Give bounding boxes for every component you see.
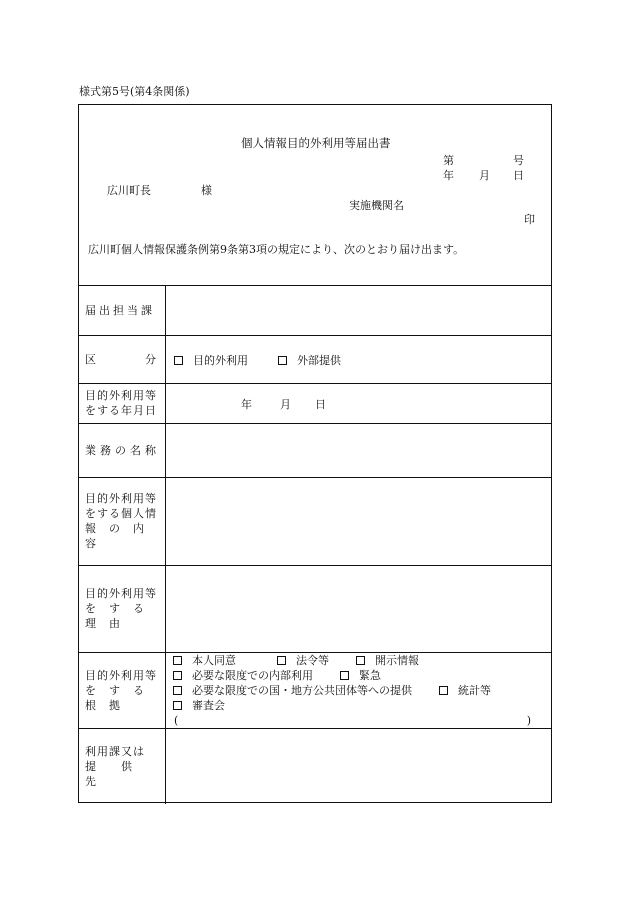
content-label-line2: をする個人情 xyxy=(85,507,157,520)
date-value[interactable] xyxy=(166,383,551,423)
date-year: 年 xyxy=(443,169,454,182)
section-value[interactable] xyxy=(166,285,551,335)
option-external-provision[interactable]: 外部提供 xyxy=(278,352,341,368)
checkbox-icon[interactable] xyxy=(356,656,365,665)
addressee: 広川町長 xyxy=(107,184,151,197)
usage-month: 月 xyxy=(280,398,291,411)
content-value[interactable] xyxy=(166,477,551,565)
row-business xyxy=(79,423,551,478)
category-label-right: 分 xyxy=(145,352,157,366)
content-label-line1: 目的外利用等 xyxy=(85,492,157,505)
reason-value[interactable] xyxy=(166,565,551,652)
number-suffix: 号 xyxy=(513,154,524,167)
business-value[interactable] xyxy=(166,423,551,477)
paren-close: ) xyxy=(526,714,531,727)
date-label-line1: 目的外利用等 xyxy=(85,389,157,402)
date-day: 日 xyxy=(513,169,524,182)
row-content xyxy=(79,477,551,566)
row-section xyxy=(79,285,551,336)
basis-label-line2: を す る 根 拠 xyxy=(85,683,157,712)
checkbox-icon[interactable] xyxy=(277,656,286,665)
addressee-honorific: 様 xyxy=(201,184,212,197)
usage-year: 年 xyxy=(241,398,252,411)
option-disclosure[interactable]: 開示情報 xyxy=(356,654,419,667)
row-recipient xyxy=(79,728,551,804)
option-council[interactable]: 審査会 xyxy=(173,699,225,712)
usage-day: 日 xyxy=(315,398,326,411)
number-prefix: 第 xyxy=(443,154,454,167)
notification-form xyxy=(78,104,552,803)
agency-label: 実施機関名 xyxy=(349,199,404,212)
row-basis xyxy=(79,652,551,729)
recipient-label-line2: 提 供 先 xyxy=(85,759,157,788)
category-label-left: 区 xyxy=(85,352,97,366)
recipient-value[interactable] xyxy=(166,728,551,804)
checkbox-icon[interactable] xyxy=(340,671,349,680)
form-title: 個人情報目的外利用等届出書 xyxy=(241,136,391,150)
content-label-line3: 報 の 内 容 xyxy=(85,522,157,550)
seal-mark: 印 xyxy=(524,213,535,226)
option-purpose-use[interactable]: 目的外利用 xyxy=(174,352,248,368)
form-number: 様式第5号(第4条関係) xyxy=(79,85,190,98)
reason-label-line2: を す る 理 由 xyxy=(85,602,157,630)
checkbox-icon[interactable] xyxy=(173,656,182,665)
basis-label-line1: 目的外利用等 xyxy=(85,668,157,682)
option-internal-use[interactable]: 必要な限度での内部利用 xyxy=(173,669,313,682)
checkbox-icon[interactable] xyxy=(173,701,182,710)
business-label: 業務の名称 xyxy=(85,443,160,457)
form-header xyxy=(79,105,551,286)
section-label: 届出担当課 xyxy=(85,303,155,317)
row-reason xyxy=(79,565,551,653)
row-category xyxy=(79,335,551,384)
checkbox-icon[interactable] xyxy=(173,671,182,680)
date-month: 月 xyxy=(479,169,490,182)
option-consent[interactable]: 本人同意 xyxy=(173,654,236,667)
checkbox-icon[interactable] xyxy=(173,686,182,695)
option-law[interactable]: 法令等 xyxy=(277,654,329,667)
option-statistics[interactable]: 統計等 xyxy=(439,684,491,697)
date-label-line2: をする年月日 xyxy=(85,404,157,417)
reason-label-line1: 目的外利用等 xyxy=(85,587,157,600)
option-public-bodies[interactable]: 必要な限度での国・地方公共団体等への提供 xyxy=(173,684,412,697)
checkbox-icon[interactable] xyxy=(439,686,448,695)
checkbox-icon[interactable] xyxy=(174,356,183,365)
paren-open: ( xyxy=(174,714,179,727)
option-emergency[interactable]: 緊急 xyxy=(340,669,381,682)
recipient-label-line1: 利用課又は xyxy=(85,744,145,758)
checkbox-icon[interactable] xyxy=(278,356,287,365)
row-date xyxy=(79,383,551,424)
intro-text: 広川町個人情報保護条例第9条第3項の規定により、次のとおり届け出ます。 xyxy=(88,243,465,256)
